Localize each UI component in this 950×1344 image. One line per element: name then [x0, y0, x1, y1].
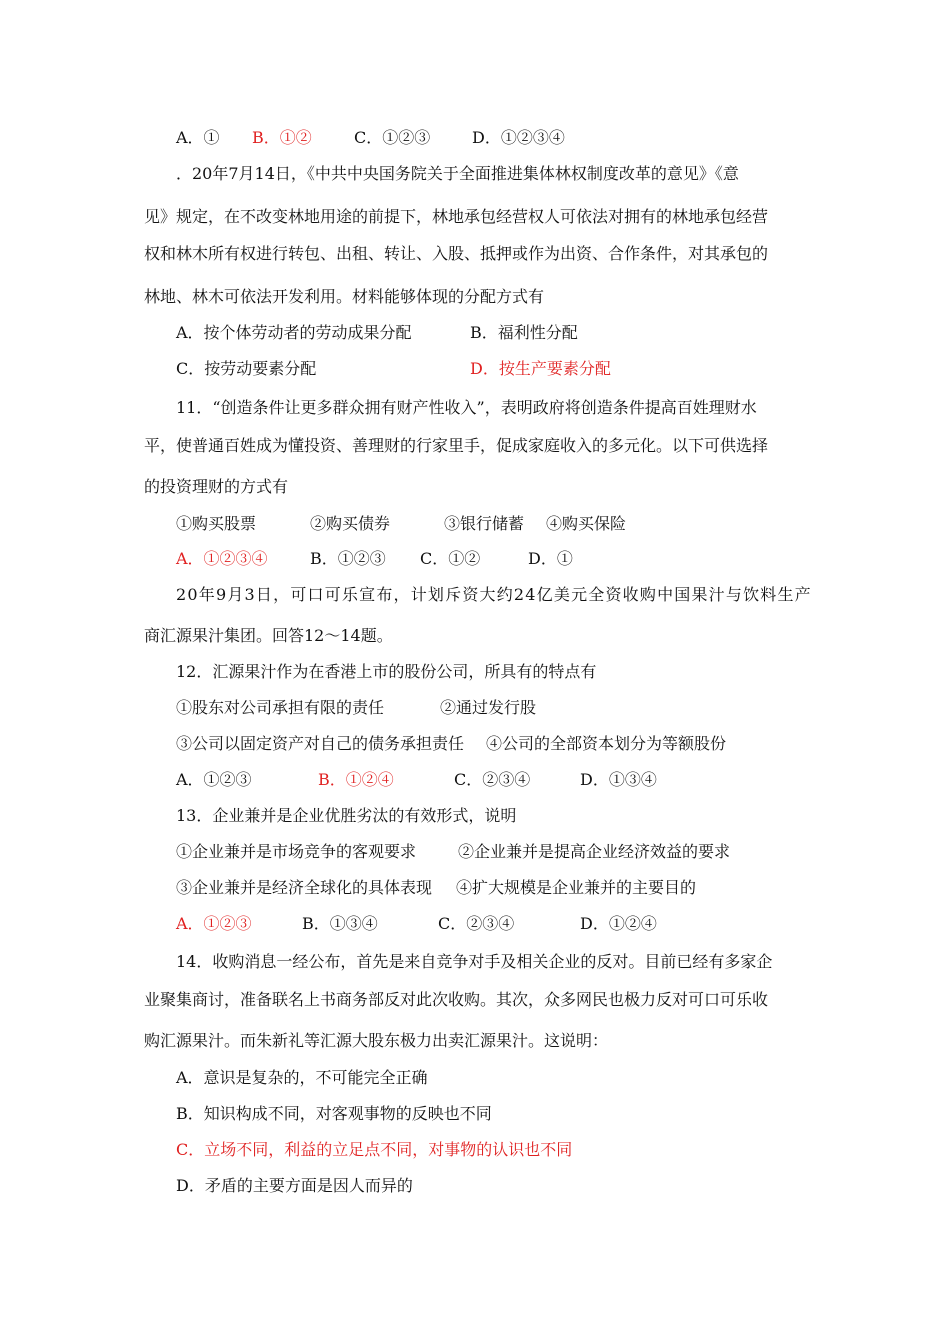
q14-option-c: C．立场不同，利益的立足点不同，对事物的认识也不同 — [176, 1140, 573, 1159]
material-line-1: 20年9月3日，可口可乐宣布，计划斥资大约24亿美元全资收购中国果汁与饮料生产 — [176, 585, 812, 604]
q14-stem-line-2: 业聚集商讨，准备联名上书商务部反对此次收购。其次，众多网民也极力反对可口可乐收 — [144, 990, 769, 1009]
q11-item-1: ①购买股票 — [176, 514, 257, 533]
q14-option-b: B．知识构成不同，对客观事物的反映也不同 — [176, 1104, 492, 1123]
q12-option-c: C．②③④ — [454, 770, 531, 789]
q13-item-1: ①企业兼并是市场竞争的客观要求 — [176, 842, 417, 861]
q11-option-a: A．①②③④ — [176, 549, 268, 568]
q9-option-c: C．①②③ — [354, 128, 431, 147]
q14-stem-line-3: 购汇源果汁。而朱新礼等汇源大股东极力出卖汇源果汁。这说明： — [144, 1031, 609, 1050]
q10-stem-line-4: 林地、林木可依法开发利用。材料能够体现的分配方式有 — [144, 287, 545, 306]
q11-option-b: B．①②③ — [310, 549, 386, 568]
q9-option-b: B．①② — [252, 128, 312, 147]
q13-stem: 13．企业兼并是企业优胜劣汰的有效形式，说明 — [176, 806, 517, 825]
q10-stem-line-1: ．20年7月14日，《中共中央国务院关于全面推进集体林权制度改革的意见》《意 — [176, 164, 739, 183]
q11-stem-line-1: 11．“创造条件让更多群众拥有财产性收入”，表明政府将创造条件提高百姓理财水 — [176, 398, 757, 417]
q12-item-2: ②通过发行股 — [440, 698, 537, 717]
q12-item-3: ③公司以固定资产对自己的债务承担责任 — [176, 734, 465, 753]
q10-option-b: B．福利性分配 — [470, 323, 578, 342]
q13-item-4: ④扩大规模是企业兼并的主要目的 — [456, 878, 697, 897]
material-line-2: 商汇源果汁集团。回答12～14题。 — [144, 626, 393, 645]
q9-option-d: D．①②③④ — [472, 128, 565, 147]
q11-item-2: ②购买债券 — [310, 514, 391, 533]
q13-option-b: B．①③④ — [302, 914, 378, 933]
q13-option-c: C．②③④ — [438, 914, 515, 933]
q12-option-d: D．①③④ — [580, 770, 657, 789]
q11-option-c: C．①② — [420, 549, 481, 568]
q10-option-d: D．按生产要素分配 — [470, 359, 611, 378]
q11-stem-line-3: 的投资理财的方式有 — [144, 477, 289, 496]
q10-option-c: C．按劳动要素分配 — [176, 359, 317, 378]
q12-stem: 12．汇源果汁作为在香港上市的股份公司，所具有的特点有 — [176, 662, 597, 681]
q13-item-2: ②企业兼并是提高企业经济效益的要求 — [458, 842, 731, 861]
q13-item-3: ③企业兼并是经济全球化的具体表现 — [176, 878, 433, 897]
q12-option-a: A．①②③ — [176, 770, 252, 789]
q9-option-a: A．① — [176, 128, 220, 147]
q13-option-a: A．①②③ — [176, 914, 252, 933]
q13-option-d: D．①②④ — [580, 914, 657, 933]
q12-item-4: ④公司的全部资本划分为等额股份 — [486, 734, 727, 753]
q10-stem-line-2: 见》规定，在不改变林地用途的前提下，林地承包经营权人可依法对拥有的林地承包经营 — [144, 207, 769, 226]
q12-option-b: B．①②④ — [318, 770, 394, 789]
q14-option-a: A．意识是复杂的，不可能完全正确 — [176, 1068, 428, 1087]
q11-item-4: ④购买保险 — [546, 514, 627, 533]
q10-option-a: A．按个体劳动者的劳动成果分配 — [176, 323, 412, 342]
q14-option-d: D．矛盾的主要方面是因人而异的 — [176, 1176, 413, 1195]
q14-stem-line-1: 14．收购消息一经公布，首先是来自竞争对手及相关企业的反对。目前已经有多家企 — [176, 952, 773, 971]
q11-item-3: ③银行储蓄 — [444, 514, 525, 533]
q11-option-d: D．① — [528, 549, 573, 568]
q10-stem-line-3: 权和林木所有权进行转包、出租、转让、入股、抵押或作为出资、合作条件，对其承包的 — [144, 244, 769, 263]
q12-item-1: ①股东对公司承担有限的责任 — [176, 698, 385, 717]
q11-stem-line-2: 平，使普通百姓成为懂投资、善理财的行家里手，促成家庭收入的多元化。以下可供选择 — [144, 436, 769, 455]
